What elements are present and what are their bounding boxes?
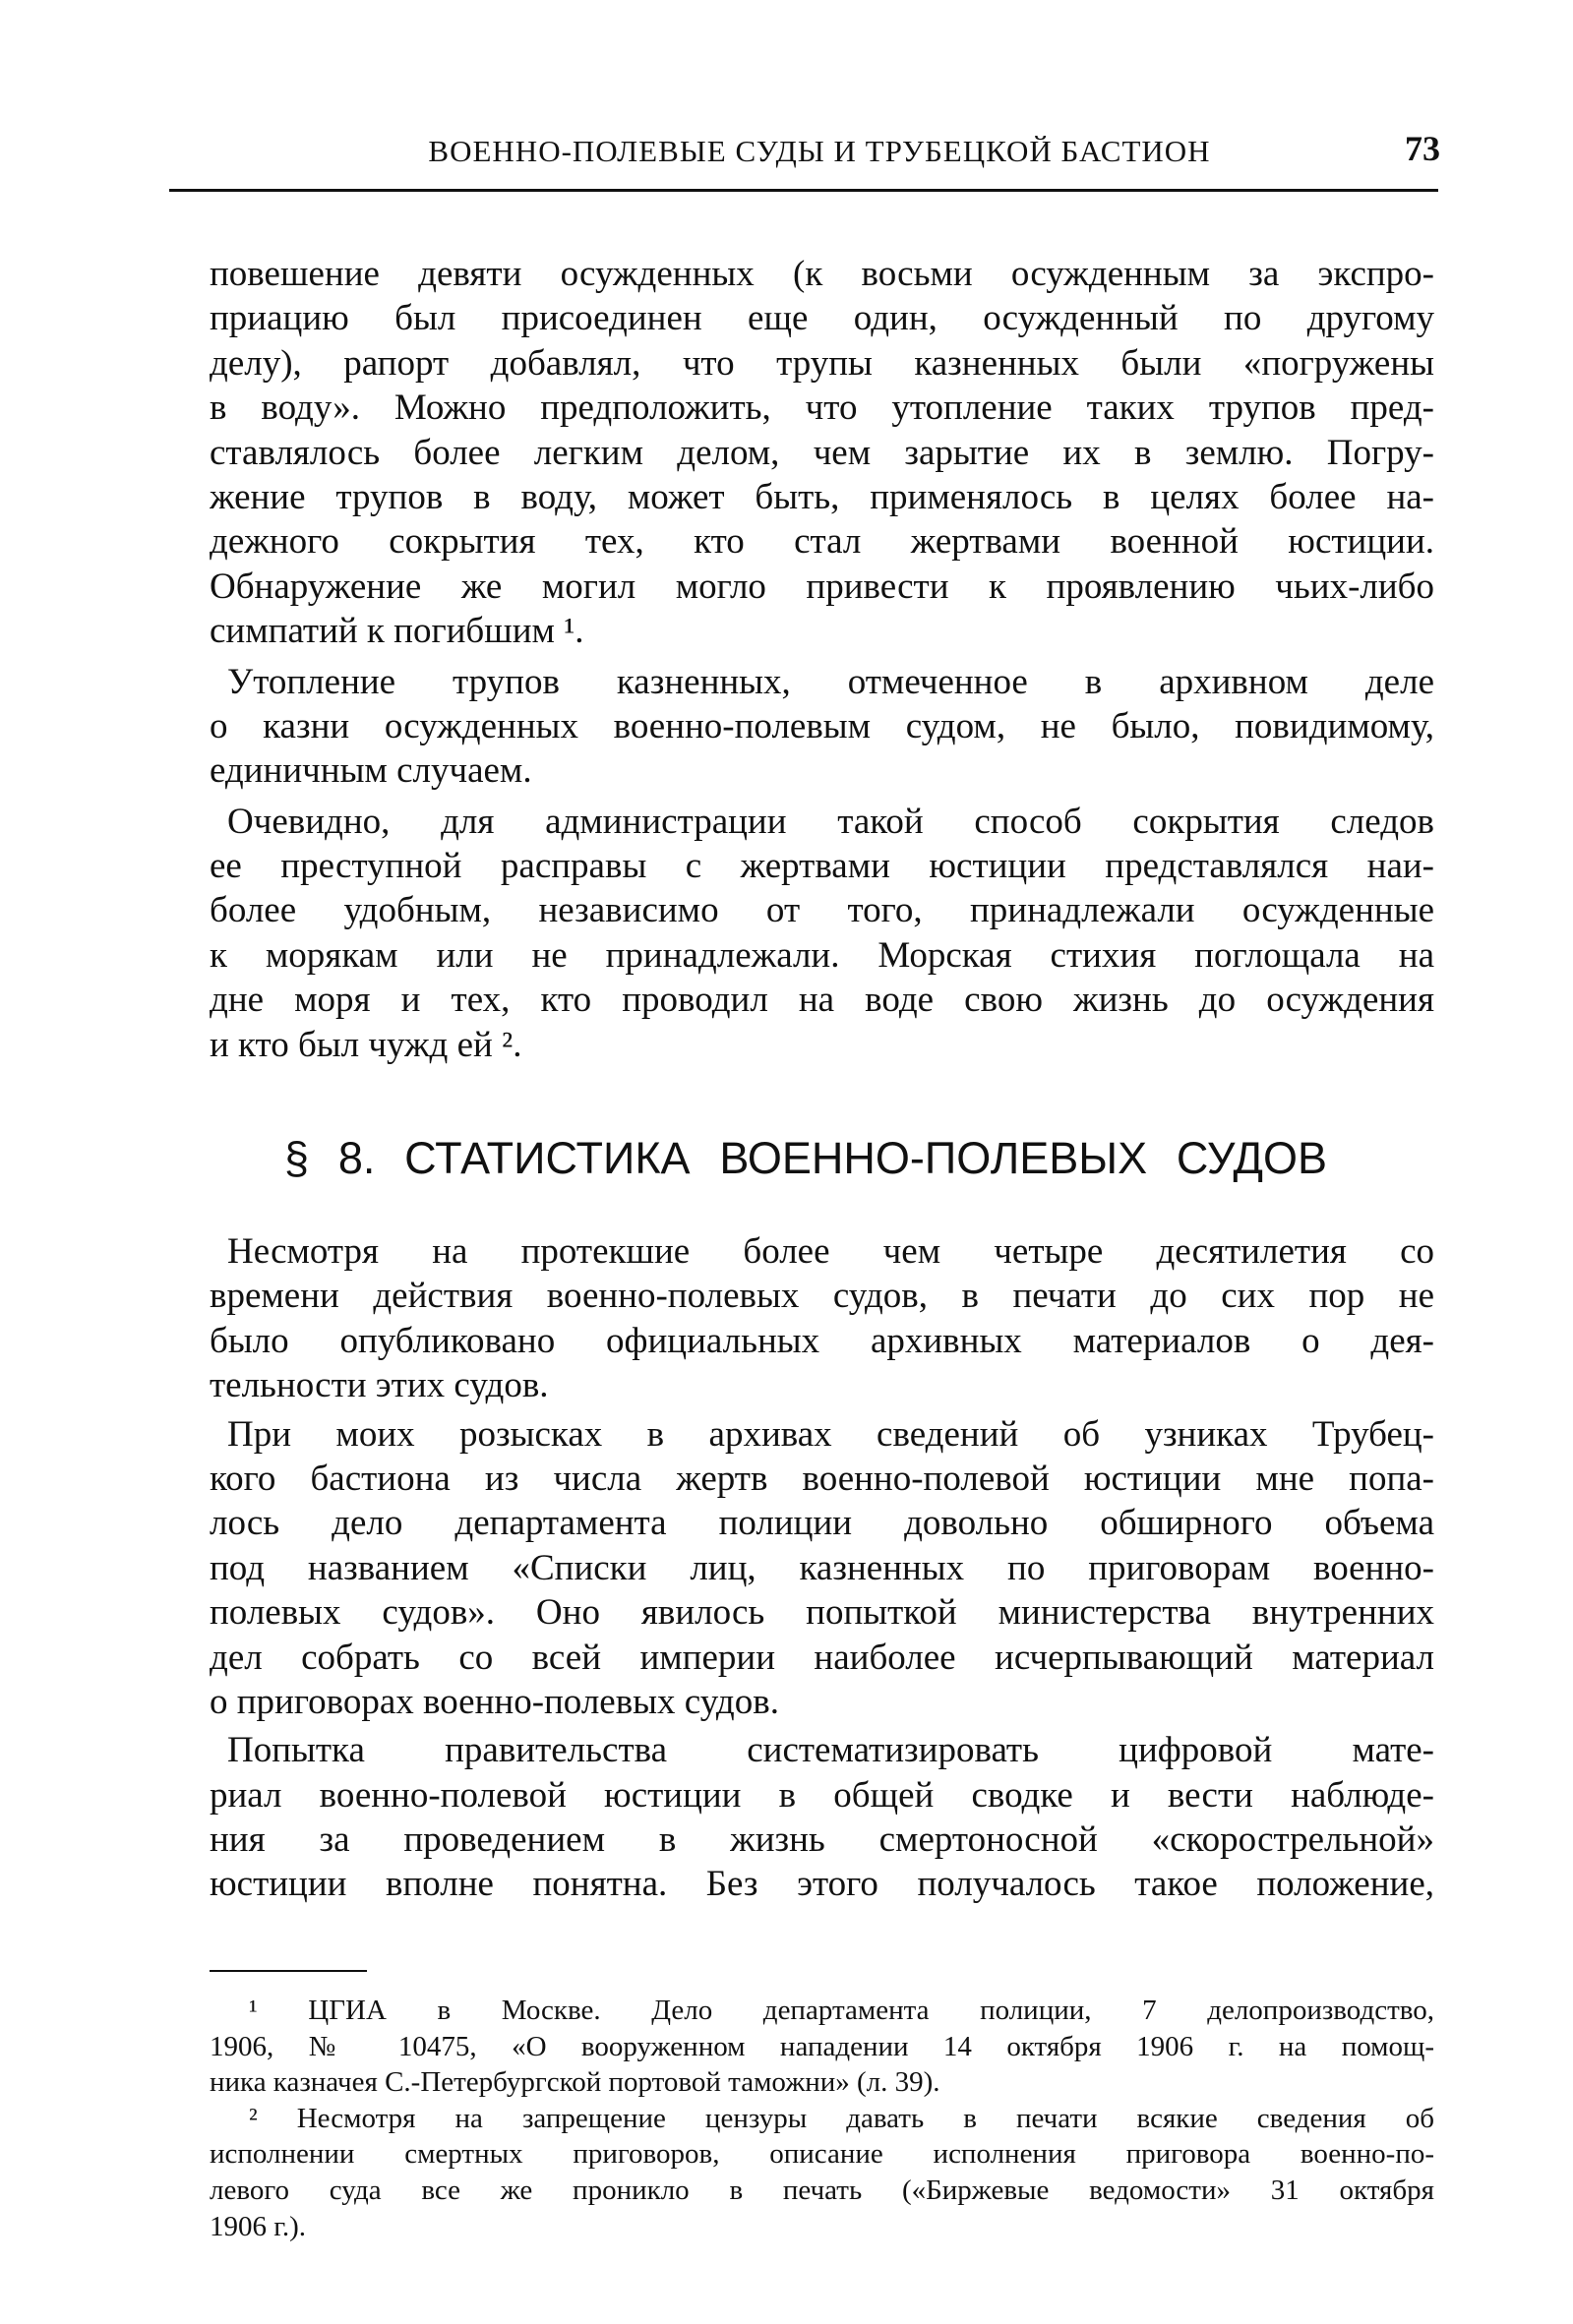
text-line: ¹ ЦГИА в Москве. Дело департамента полиции, 7 делопроизводство, [249,1995,1434,2026]
text-line: в воду». Можно предположить, что утопление таких трупов пред- [210,387,1434,429]
text-line: делу), рапорт добавлял, что трупы казненных были «погружены [210,342,1434,384]
text-line: единичным случаем. [210,750,532,792]
text-line: времени действия военно-полевых судов, в печати до сих пор не [210,1276,1434,1317]
paragraph [210,1412,1434,1725]
footnote-rule [210,1970,367,1972]
header-rule [169,189,1438,192]
footnote [210,2101,1434,2244]
text-line: ника казначея С.-Петербургской портовой таможни» (л. 39). [210,2066,940,2099]
paragraph [210,800,1434,1067]
text-line: ставлялось более легким делом, чем зарытие их в землю. Погру- [210,432,1434,473]
text-line: ния за проведением в жизнь смертоносной «скорострельной» [210,1819,1434,1861]
text-line: Несмотря на протекшие более чем четыре десятилетия со [227,1231,1434,1272]
text-line: Утопление трупов казненных, отмеченное в архивном деле [227,661,1434,702]
section-heading: § 8. СТАТИСТИКА ВОЕННО-ПОЛЕВЫХ СУДОВ [284,1133,1327,1183]
page-number: 73 [1405,129,1440,168]
text-line: риал военно-полевой юстиции в общей сводке и вести наблюде- [210,1774,1434,1816]
text-line: При моих розысках в архивах сведений об узниках Трубец- [227,1413,1434,1455]
text-line: и кто был чужд ей ². [210,1024,522,1065]
paragraph [210,660,1434,794]
text-line: симпатий к погибшим ¹. [210,611,584,652]
footnotes [210,1993,1434,2244]
footnote [210,1993,1434,2101]
text-line: левого суда все же проникло в печать («Биржевые ведомости» 31 октября [210,2174,1434,2206]
text-line: было опубликовано официальных архивных материалов о дея- [210,1320,1434,1361]
text-line: исполнении смертных приговоров, описание исполнения приговора военно-по- [210,2138,1434,2171]
text-line: ее преступной расправы с жертвами юстиции представлялся наи- [210,846,1434,887]
text-line: к морякам или не принадлежали. Морская стихия поглощала на [210,934,1434,976]
text-line: ² Несмотря на запрещение цензуры давать в печати всякие сведения об [249,2102,1434,2134]
text-line: жение трупов в воду, может быть, применялось в целях более на- [210,476,1434,517]
body-text-top [210,252,1434,1067]
text-line: Очевидно, для администрации такой способ сокрытия следов [227,801,1434,842]
text-line: Обнаружение же могил могло привести к проявлению чьих-либо [210,566,1434,607]
text-line: повешение девяти осужденных (к восьми осужденным за экспро- [210,254,1434,294]
text-line: дежного сокрытия тех, кто стал жертвами военной юстиции. [210,521,1434,563]
paragraph [210,252,1434,654]
paragraph [210,1229,1434,1408]
text-line: дне моря и тех, кто проводил на воде свою жизнь до осуждения [210,980,1434,1021]
paragraph [210,1728,1434,1907]
text-line: полевых судов». Оно явилось попыткой министерства внутренних [210,1592,1434,1634]
text-line: юстиции вполне понятна. Без этого получалось такое положение, [210,1864,1434,1905]
text-line: более удобным, независимо от того, принадлежали осужденные [210,890,1434,931]
text-line: о приговорах военно-полевых судов. [210,1681,779,1722]
text-line: приацию был присоединен еще один, осужденный по другому [210,298,1434,339]
body-text-section [210,1229,1434,1907]
text-line: 1906, № 10475, «О вооруженном нападении 14 октября 1906 г. на помощ- [210,2030,1434,2062]
text-line: тельности этих судов. [210,1365,549,1406]
text-line: лось дело департамента полиции довольно обширного объема [210,1503,1434,1544]
text-line: дел собрать со всей империи наиболее исчерпывающий материал [210,1637,1434,1678]
text-line: Попытка правительства систематизировать цифровой мате- [227,1730,1434,1771]
text-line: под названием «Списки лиц, казненных по приговорам военно- [210,1547,1434,1588]
text-line: о казни осужденных военно-полевым судом, не было, повидимому, [210,705,1434,746]
running-header: ВОЕННО-ПОЛЕВЫЕ СУДЫ И ТРУБЕЦКОЙ БАСТИОН [428,134,1211,168]
text-line: 1906 г.). [210,2210,307,2242]
text-line: кого бастиона из числа жертв военно-полевой юстиции мне попа- [210,1458,1434,1499]
